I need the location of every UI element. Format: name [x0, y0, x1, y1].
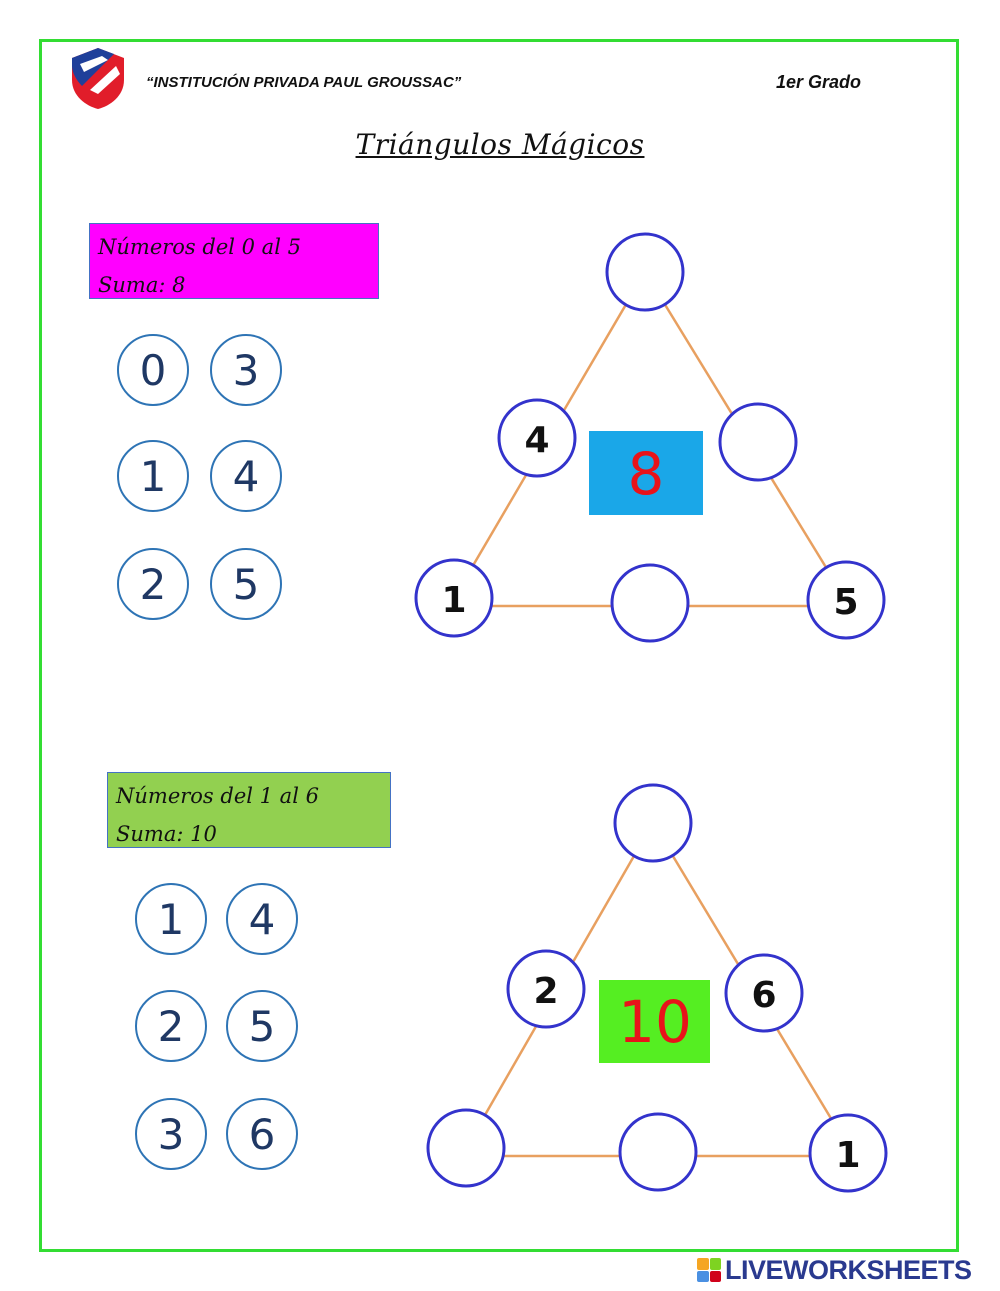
- info-sum-2: Suma: 10: [116, 822, 217, 846]
- node-bottom-left-2[interactable]: [428, 1110, 504, 1186]
- chip-p1-2[interactable]: 1: [117, 440, 189, 512]
- liveworksheets-footer: [697, 1256, 972, 1284]
- info-range-2: Números del 1 al 6: [116, 784, 319, 808]
- sum-value-1: 8: [627, 440, 665, 508]
- chip-p2-2[interactable]: 2: [135, 990, 207, 1062]
- chip-p2-5[interactable]: 6: [226, 1098, 298, 1170]
- chip-p2-4[interactable]: 3: [135, 1098, 207, 1170]
- chip-p2-0[interactable]: 1: [135, 883, 207, 955]
- chip-p1-1[interactable]: 3: [210, 334, 282, 406]
- grade-label: 1er Grado: [776, 72, 862, 92]
- chip-p1-4[interactable]: 2: [117, 548, 189, 620]
- info-range-1: Números del 0 al 5: [98, 235, 301, 259]
- institution-name: “INSTITUCIÓN PRIVADA PAUL GROUSSAC”: [146, 74, 462, 91]
- node-bottom-left-1-value: 1: [441, 580, 467, 621]
- node-left-mid-2-value: 2: [533, 971, 559, 1012]
- node-bottom-right-1-value: 5: [833, 582, 859, 623]
- node-right-mid-2-value: 6: [751, 975, 777, 1016]
- worksheet-title: Triángulos Mágicos: [355, 128, 645, 161]
- sum-value-2: 10: [618, 988, 692, 1056]
- node-bottom-mid-2[interactable]: [620, 1114, 696, 1190]
- chip-p1-0[interactable]: 0: [117, 334, 189, 406]
- liveworksheets-logo-icon: [697, 1258, 721, 1282]
- chip-p2-3[interactable]: 5: [226, 990, 298, 1062]
- chip-p1-5[interactable]: 5: [210, 548, 282, 620]
- node-bottom-right-2-value: 1: [835, 1135, 861, 1176]
- info-sum-1: Suma: 8: [98, 273, 186, 297]
- node-left-mid-1-value: 4: [524, 420, 550, 461]
- liveworksheets-brand: LIVEWORKSHEETS: [725, 1254, 972, 1285]
- node-top-2[interactable]: [615, 785, 691, 861]
- chip-p2-1[interactable]: 4: [226, 883, 298, 955]
- chip-p1-3[interactable]: 4: [210, 440, 282, 512]
